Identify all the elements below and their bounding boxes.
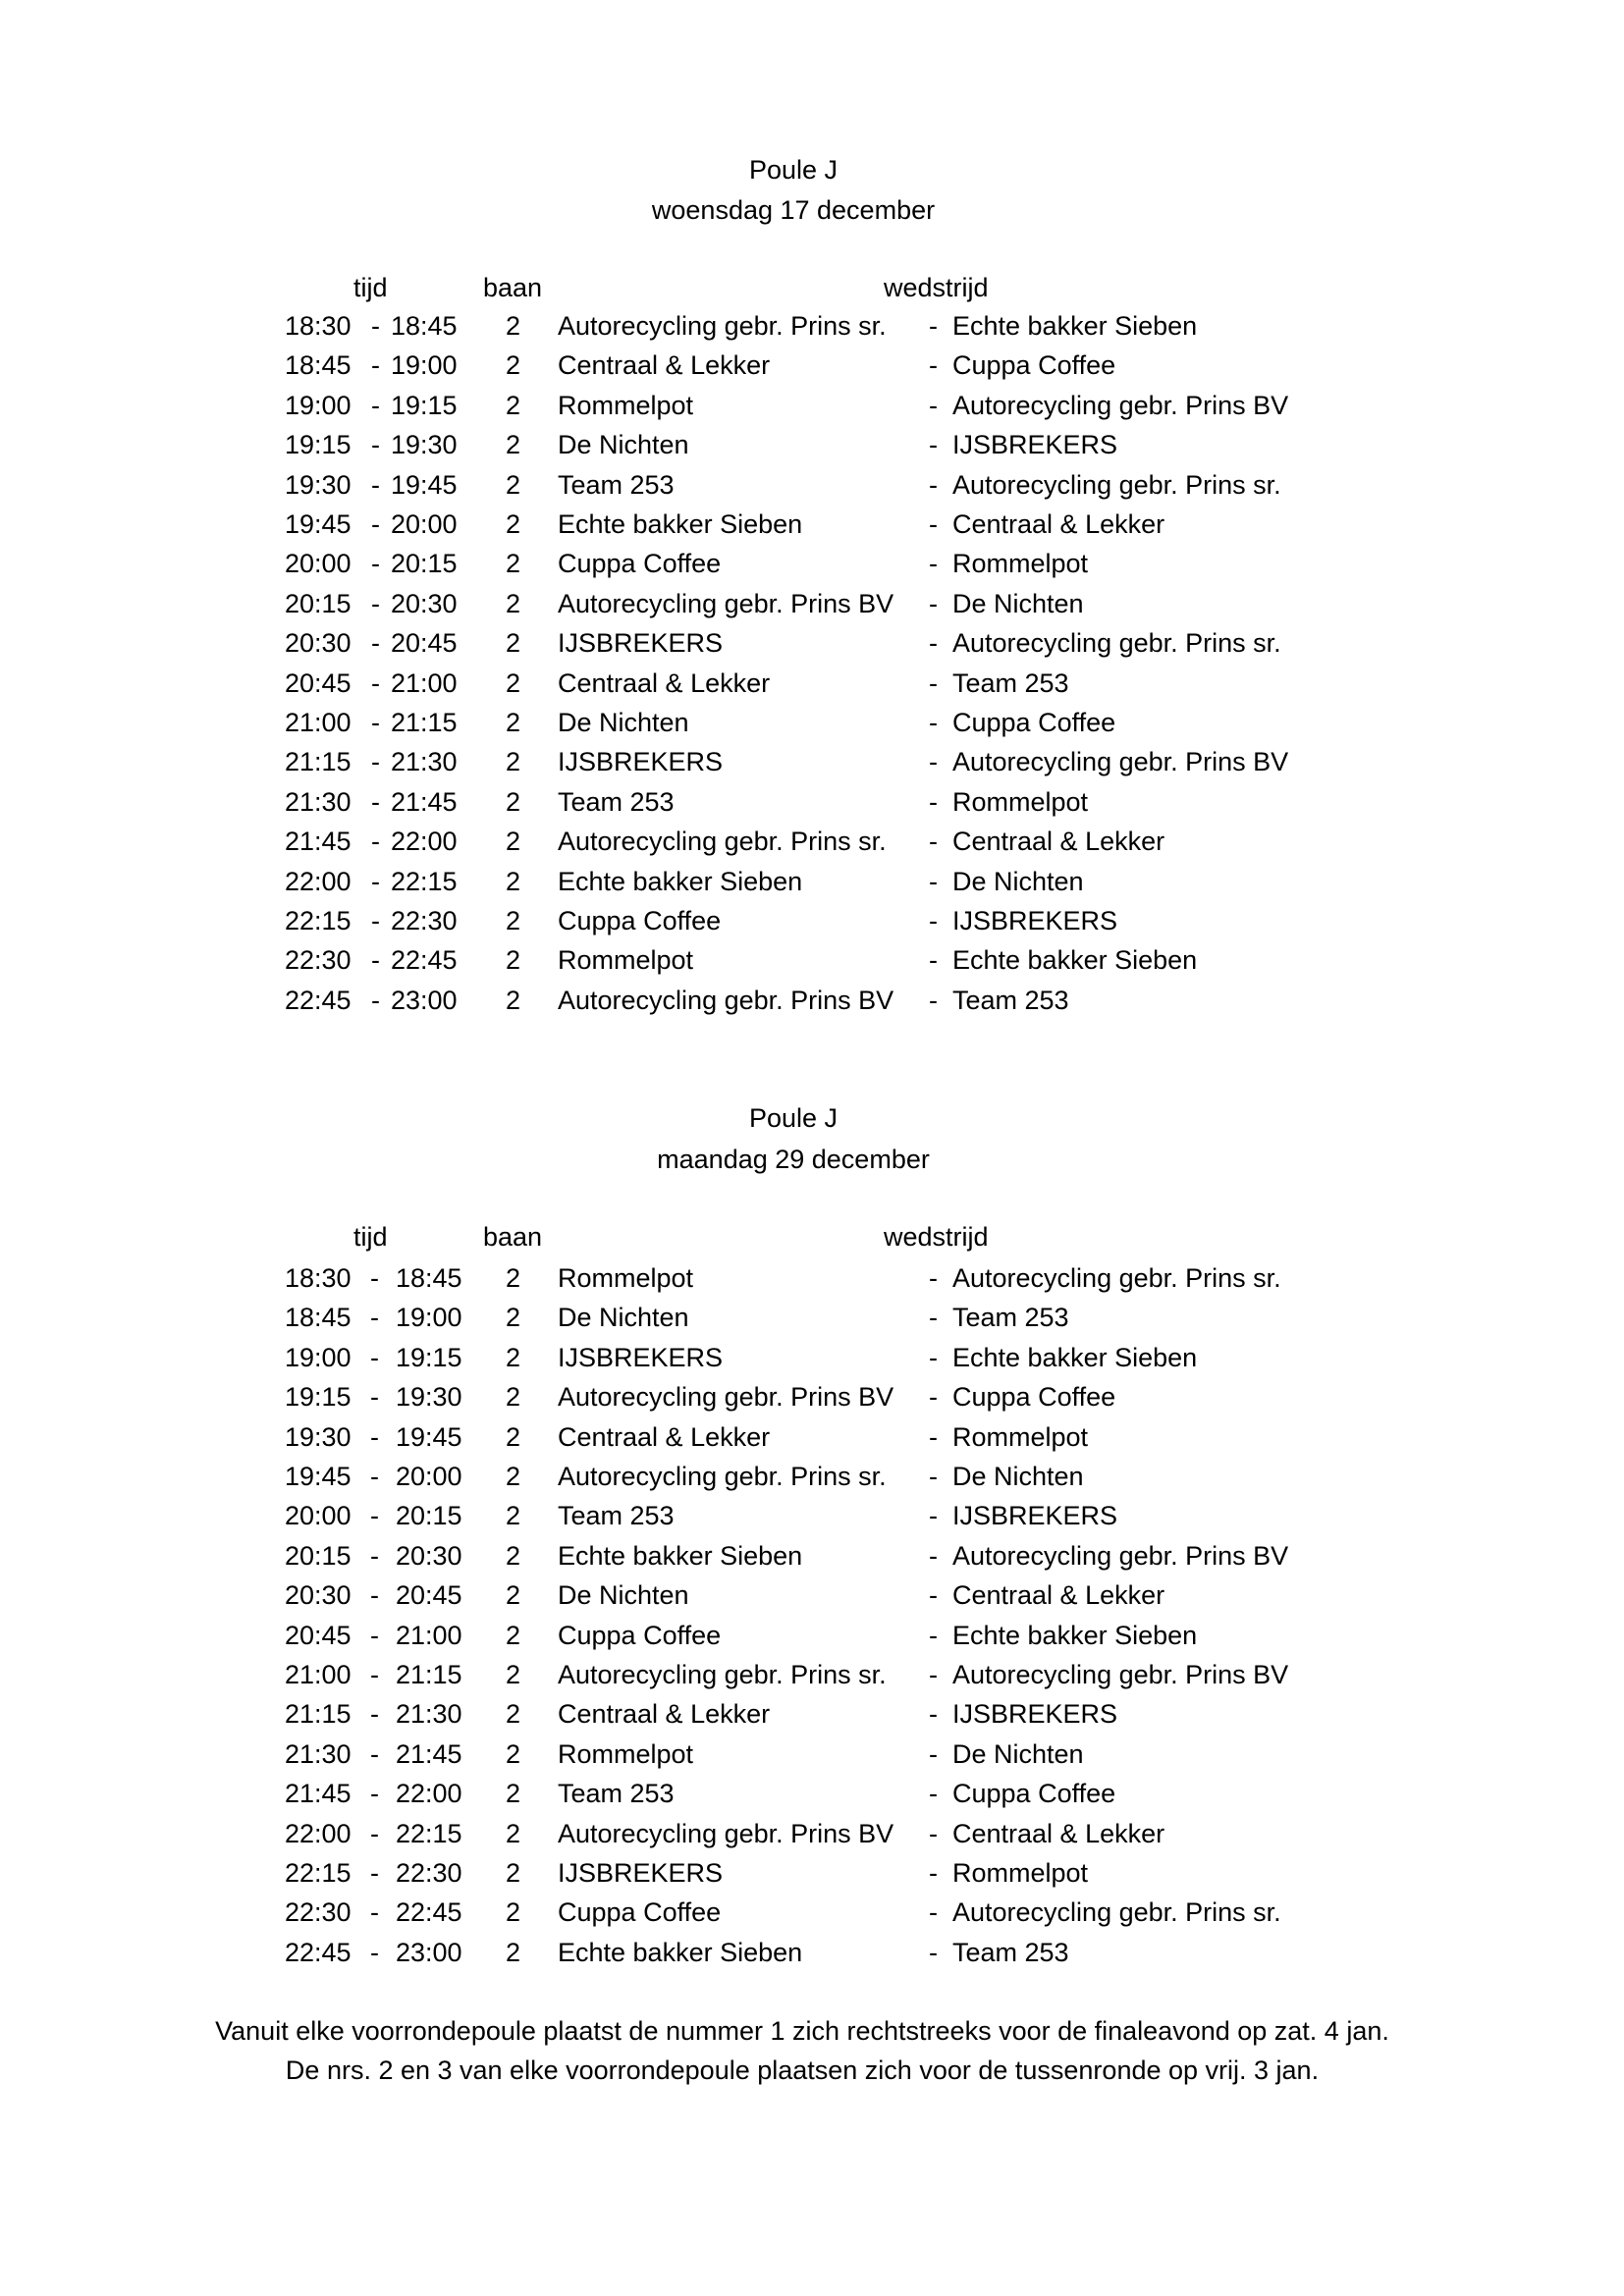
time-end: 22:45 (391, 945, 458, 976)
time-end: 18:45 (396, 1263, 462, 1293)
time-start: 20:15 (285, 588, 352, 618)
time-start: 20:15 (285, 1540, 352, 1571)
time-start: 21:00 (285, 708, 352, 737)
match-separator: - (929, 866, 938, 896)
match-separator: - (929, 985, 938, 1015)
court-number: 2 (506, 866, 521, 896)
time-end: 21:45 (391, 786, 458, 817)
home-team: Rommelpot (558, 945, 694, 976)
time-end: 19:30 (396, 1382, 462, 1413)
home-team: Team 253 (558, 1779, 675, 1809)
time-separator: - (371, 906, 380, 935)
away-team: Team 253 (952, 667, 1069, 698)
time-separator: - (371, 667, 380, 698)
match-separator: - (929, 390, 938, 420)
away-team: De Nichten (952, 1462, 1084, 1491)
away-team: Centraal & Lekker (952, 1818, 1165, 1848)
time-separator: - (371, 866, 380, 896)
away-team: Cuppa Coffee (952, 350, 1116, 381)
match-separator: - (929, 1540, 938, 1571)
time-separator: - (371, 985, 380, 1015)
time-separator: - (370, 1421, 379, 1452)
time-separator: - (370, 1660, 379, 1689)
time-separator: - (370, 1303, 379, 1333)
home-team: Rommelpot (558, 1263, 694, 1293)
time-separator: - (371, 786, 380, 817)
time-start: 19:15 (285, 430, 352, 460)
court-number: 2 (506, 1779, 521, 1809)
court-number: 2 (506, 985, 521, 1015)
header-match: wedstrijd (884, 273, 989, 302)
court-number: 2 (506, 1937, 521, 1967)
time-start: 19:00 (285, 390, 352, 420)
time-start: 18:45 (285, 350, 352, 381)
home-team: Cuppa Coffee (558, 1620, 722, 1650)
home-team: Centraal & Lekker (558, 1421, 771, 1452)
away-team: Autorecycling gebr. Prins BV (952, 747, 1289, 777)
time-start: 21:45 (285, 1779, 352, 1809)
time-separator: - (371, 708, 380, 737)
away-team: Autorecycling gebr. Prins BV (952, 1660, 1289, 1689)
home-team: Autorecycling gebr. Prins BV (558, 1382, 894, 1413)
time-start: 22:30 (285, 1897, 352, 1928)
time-end: 19:15 (396, 1342, 462, 1372)
time-start: 21:30 (285, 786, 352, 817)
section-title: Poule J (748, 155, 839, 185)
time-end: 19:45 (396, 1421, 462, 1452)
time-end: 23:00 (391, 985, 458, 1015)
time-end: 21:30 (391, 747, 458, 777)
court-number: 2 (506, 667, 521, 698)
time-start: 19:30 (285, 1421, 352, 1452)
match-separator: - (929, 430, 938, 460)
away-team: IJSBREKERS (952, 1699, 1118, 1730)
time-start: 19:45 (285, 509, 352, 539)
time-end: 20:15 (396, 1501, 462, 1531)
away-team: Centraal & Lekker (952, 827, 1165, 857)
court-number: 2 (506, 509, 521, 539)
time-separator: - (370, 1342, 379, 1372)
match-separator: - (929, 1303, 938, 1333)
match-separator: - (929, 588, 938, 618)
match-separator: - (929, 1699, 938, 1730)
home-team: Autorecycling gebr. Prins sr. (558, 1462, 887, 1491)
home-team: Autorecycling gebr. Prins sr. (558, 1660, 887, 1689)
home-team: De Nichten (558, 708, 689, 737)
home-team: Cuppa Coffee (558, 1897, 722, 1928)
time-end: 20:30 (396, 1540, 462, 1571)
match-separator: - (929, 1738, 938, 1769)
match-separator: - (929, 1382, 938, 1413)
header-time: tijd (353, 1222, 388, 1252)
time-end: 21:00 (396, 1620, 462, 1650)
away-team: Centraal & Lekker (952, 509, 1165, 539)
away-team: Echte bakker Sieben (952, 1620, 1198, 1650)
away-team: Cuppa Coffee (952, 1779, 1116, 1809)
time-separator: - (371, 549, 380, 579)
away-team: Rommelpot (952, 786, 1089, 817)
match-separator: - (929, 1818, 938, 1848)
time-separator: - (371, 628, 380, 659)
court-number: 2 (506, 1382, 521, 1413)
court-number: 2 (506, 588, 521, 618)
time-end: 21:15 (391, 708, 458, 737)
match-separator: - (929, 747, 938, 777)
time-end: 22:00 (391, 827, 458, 857)
time-start: 19:30 (285, 469, 352, 500)
match-separator: - (929, 1620, 938, 1650)
court-number: 2 (506, 1421, 521, 1452)
court-number: 2 (506, 430, 521, 460)
time-end: 22:45 (396, 1897, 462, 1928)
away-team: Autorecycling gebr. Prins sr. (952, 628, 1281, 659)
home-team: Rommelpot (558, 1738, 694, 1769)
header-court: baan (483, 273, 543, 302)
time-start: 19:15 (285, 1382, 352, 1413)
home-team: Autorecycling gebr. Prins BV (558, 588, 894, 618)
court-number: 2 (506, 1263, 521, 1293)
match-separator: - (929, 786, 938, 817)
match-separator: - (929, 1937, 938, 1967)
away-team: Echte bakker Sieben (952, 945, 1198, 976)
home-team: Rommelpot (558, 390, 694, 420)
court-number: 2 (506, 390, 521, 420)
court-number: 2 (506, 708, 521, 737)
court-number: 2 (506, 1738, 521, 1769)
court-number: 2 (506, 628, 521, 659)
away-team: Rommelpot (952, 1421, 1089, 1452)
match-separator: - (929, 1342, 938, 1372)
time-separator: - (371, 350, 380, 381)
court-number: 2 (506, 906, 521, 935)
time-separator: - (370, 1540, 379, 1571)
time-end: 20:45 (396, 1580, 462, 1611)
time-separator: - (370, 1620, 379, 1650)
away-team: IJSBREKERS (952, 906, 1118, 935)
court-number: 2 (506, 1580, 521, 1611)
away-team: Autorecycling gebr. Prins BV (952, 390, 1289, 420)
home-team: IJSBREKERS (558, 1342, 724, 1372)
time-start: 22:00 (285, 866, 352, 896)
time-separator: - (370, 1699, 379, 1730)
time-start: 22:15 (285, 906, 352, 935)
time-start: 19:45 (285, 1462, 352, 1491)
away-team: Team 253 (952, 1303, 1069, 1333)
time-end: 22:15 (391, 866, 458, 896)
court-number: 2 (506, 1501, 521, 1531)
time-start: 21:45 (285, 827, 352, 857)
home-team: Centraal & Lekker (558, 1699, 771, 1730)
court-number: 2 (506, 1303, 521, 1333)
court-number: 2 (506, 827, 521, 857)
time-end: 21:30 (396, 1699, 462, 1730)
time-separator: - (370, 1263, 379, 1293)
time-start: 21:15 (285, 747, 352, 777)
home-team: IJSBREKERS (558, 628, 724, 659)
time-end: 21:15 (396, 1660, 462, 1689)
time-start: 22:45 (285, 985, 352, 1015)
time-end: 19:45 (391, 469, 458, 500)
home-team: Cuppa Coffee (558, 549, 722, 579)
match-separator: - (929, 1660, 938, 1689)
time-end: 22:30 (396, 1858, 462, 1888)
away-team: Rommelpot (952, 549, 1089, 579)
court-number: 2 (506, 549, 521, 579)
match-separator: - (929, 509, 938, 539)
time-start: 20:45 (285, 667, 352, 698)
match-separator: - (929, 906, 938, 935)
time-separator: - (371, 588, 380, 618)
match-separator: - (929, 628, 938, 659)
match-separator: - (929, 1858, 938, 1888)
home-team: Team 253 (558, 469, 675, 500)
match-separator: - (929, 708, 938, 737)
court-number: 2 (506, 1699, 521, 1730)
court-number: 2 (506, 469, 521, 500)
away-team: Autorecycling gebr. Prins sr. (952, 1897, 1281, 1928)
header-match: wedstrijd (884, 1222, 989, 1252)
time-start: 20:30 (285, 628, 352, 659)
time-start: 18:30 (285, 1263, 352, 1293)
court-number: 2 (506, 1858, 521, 1888)
time-end: 21:45 (396, 1738, 462, 1769)
away-team: Autorecycling gebr. Prins BV (952, 1540, 1289, 1571)
time-separator: - (370, 1382, 379, 1413)
time-end: 20:45 (391, 628, 458, 659)
time-separator: - (370, 1818, 379, 1848)
time-start: 22:30 (285, 945, 352, 976)
away-team: Team 253 (952, 985, 1069, 1015)
home-team: Echte bakker Sieben (558, 1937, 803, 1967)
court-number: 2 (506, 350, 521, 381)
time-separator: - (371, 747, 380, 777)
match-separator: - (929, 1779, 938, 1809)
match-separator: - (929, 1462, 938, 1491)
section-date: maandag 29 december (657, 1145, 930, 1174)
match-separator: - (929, 1421, 938, 1452)
home-team: Echte bakker Sieben (558, 1540, 803, 1571)
time-end: 20:00 (396, 1462, 462, 1491)
court-number: 2 (506, 1818, 521, 1848)
time-end: 22:00 (396, 1779, 462, 1809)
time-start: 20:30 (285, 1580, 352, 1611)
time-separator: - (371, 469, 380, 500)
match-separator: - (929, 1580, 938, 1611)
time-separator: - (371, 311, 380, 341)
time-end: 22:15 (396, 1818, 462, 1848)
away-team: Cuppa Coffee (952, 708, 1116, 737)
time-start: 22:15 (285, 1858, 352, 1888)
home-team: De Nichten (558, 430, 689, 460)
home-team: Autorecycling gebr. Prins BV (558, 1818, 894, 1848)
court-number: 2 (506, 1342, 521, 1372)
time-start: 19:00 (285, 1342, 352, 1372)
home-team: Cuppa Coffee (558, 906, 722, 935)
match-separator: - (929, 549, 938, 579)
home-team: Centraal & Lekker (558, 350, 771, 381)
home-team: Team 253 (558, 1501, 675, 1531)
time-end: 19:00 (396, 1303, 462, 1333)
time-end: 20:30 (391, 588, 458, 618)
away-team: IJSBREKERS (952, 430, 1118, 460)
time-start: 20:00 (285, 1501, 352, 1531)
court-number: 2 (506, 1620, 521, 1650)
away-team: Autorecycling gebr. Prins sr. (952, 1263, 1281, 1293)
time-separator: - (370, 1580, 379, 1611)
away-team: De Nichten (952, 1738, 1084, 1769)
match-separator: - (929, 827, 938, 857)
time-separator: - (371, 509, 380, 539)
court-number: 2 (506, 311, 521, 341)
away-team: Cuppa Coffee (952, 1382, 1116, 1413)
home-team: Autorecycling gebr. Prins BV (558, 985, 894, 1015)
time-start: 22:45 (285, 1937, 352, 1967)
time-start: 21:00 (285, 1660, 352, 1689)
home-team: IJSBREKERS (558, 747, 724, 777)
time-start: 21:15 (285, 1699, 352, 1730)
footer-note-line-2: De nrs. 2 en 3 van elke voorrondepoule plaatsen zich voor de tussenronde op vrij. 3 jan. (285, 2056, 1320, 2085)
court-number: 2 (506, 1462, 521, 1491)
home-team: Echte bakker Sieben (558, 866, 803, 896)
away-team: Echte bakker Sieben (952, 311, 1198, 341)
match-separator: - (929, 1897, 938, 1928)
time-separator: - (371, 430, 380, 460)
match-separator: - (929, 1501, 938, 1531)
section-date: woensdag 17 december (651, 195, 936, 225)
time-separator: - (371, 827, 380, 857)
time-start: 18:30 (285, 311, 352, 341)
court-number: 2 (506, 786, 521, 817)
home-team: Centraal & Lekker (558, 667, 771, 698)
home-team: Team 253 (558, 786, 675, 817)
time-end: 23:00 (396, 1937, 462, 1967)
time-end: 22:30 (391, 906, 458, 935)
time-separator: - (370, 1897, 379, 1928)
court-number: 2 (506, 747, 521, 777)
time-start: 20:00 (285, 549, 352, 579)
time-separator: - (371, 390, 380, 420)
home-team: De Nichten (558, 1580, 689, 1611)
time-end: 21:00 (391, 667, 458, 698)
away-team: Team 253 (952, 1937, 1069, 1967)
away-team: De Nichten (952, 588, 1084, 618)
time-separator: - (370, 1462, 379, 1491)
home-team: IJSBREKERS (558, 1858, 724, 1888)
time-separator: - (370, 1738, 379, 1769)
away-team: Autorecycling gebr. Prins sr. (952, 469, 1281, 500)
time-end: 19:30 (391, 430, 458, 460)
time-start: 20:45 (285, 1620, 352, 1650)
time-start: 21:30 (285, 1738, 352, 1769)
time-end: 20:15 (391, 549, 458, 579)
home-team: Autorecycling gebr. Prins sr. (558, 311, 887, 341)
time-separator: - (370, 1501, 379, 1531)
header-time: tijd (353, 273, 388, 302)
footer-note-line-1: Vanuit elke voorrondepoule plaatst de nummer 1 zich rechtstreeks voor de finaleavond op zat. 4 jan. (215, 2016, 1389, 2046)
match-separator: - (929, 945, 938, 976)
time-end: 18:45 (391, 311, 458, 341)
away-team: Echte bakker Sieben (952, 1342, 1198, 1372)
court-number: 2 (506, 1660, 521, 1689)
court-number: 2 (506, 1897, 521, 1928)
away-team: IJSBREKERS (952, 1501, 1118, 1531)
match-separator: - (929, 350, 938, 381)
court-number: 2 (506, 1540, 521, 1571)
header-court: baan (483, 1222, 543, 1252)
time-end: 20:00 (391, 509, 458, 539)
away-team: Centraal & Lekker (952, 1580, 1165, 1611)
home-team: De Nichten (558, 1303, 689, 1333)
match-separator: - (929, 469, 938, 500)
court-number: 2 (506, 945, 521, 976)
time-separator: - (371, 945, 380, 976)
time-separator: - (370, 1858, 379, 1888)
time-separator: - (370, 1779, 379, 1809)
time-end: 19:15 (391, 390, 458, 420)
away-team: Rommelpot (952, 1858, 1089, 1888)
home-team: Autorecycling gebr. Prins sr. (558, 827, 887, 857)
match-separator: - (929, 1263, 938, 1293)
match-separator: - (929, 667, 938, 698)
home-team: Echte bakker Sieben (558, 509, 803, 539)
away-team: De Nichten (952, 866, 1084, 896)
time-start: 18:45 (285, 1303, 352, 1333)
match-separator: - (929, 311, 938, 341)
time-separator: - (370, 1937, 379, 1967)
time-start: 22:00 (285, 1818, 352, 1848)
section-title: Poule J (748, 1103, 839, 1133)
time-end: 19:00 (391, 350, 458, 381)
